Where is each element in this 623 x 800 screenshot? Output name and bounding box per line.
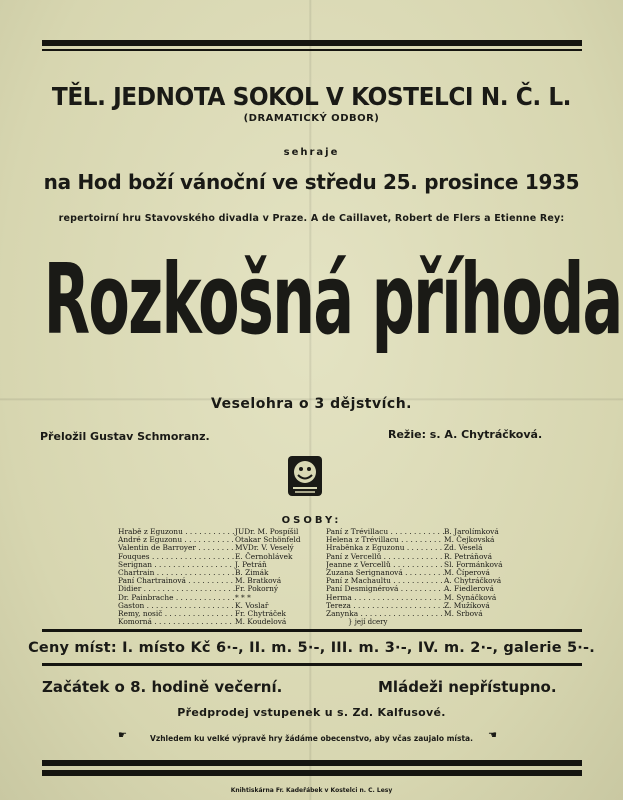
cast-actor: M. Číperová bbox=[444, 568, 490, 578]
prices-rule-bottom bbox=[42, 663, 582, 666]
cast-actor: K. Voslař bbox=[235, 600, 269, 610]
cast-role: Fouques . . . bbox=[118, 553, 235, 561]
prices-rule-top bbox=[42, 629, 582, 632]
cast-actor: M. Čejkovská bbox=[444, 535, 495, 545]
cast-role: Chartrain . . . bbox=[118, 569, 235, 577]
cast-row bbox=[118, 561, 325, 569]
cast-row bbox=[326, 577, 534, 585]
translator-credit: Přeložil Gustav Schmoranz. bbox=[40, 430, 210, 443]
cast-actor: A. Chytráčková bbox=[444, 576, 502, 586]
cast-actor: Zd. Veselá bbox=[444, 543, 483, 553]
cast-actor: M. Synáčková bbox=[444, 592, 497, 602]
cast-role: Paní z Vercellů . . . bbox=[326, 553, 444, 561]
cast-role: Hrabě z Eguzonu . . . bbox=[118, 528, 235, 536]
department-subheading: (DRAMATICKÝ ODBOR) bbox=[243, 113, 380, 124]
cast-role: André z Eguzonu . . . bbox=[118, 536, 235, 544]
presale-info: Předprodej vstupenek u s. Zd. Kalfusové. bbox=[177, 706, 446, 719]
cast-role: Helena z Trévillacu . . . bbox=[326, 536, 444, 544]
cast-row bbox=[118, 544, 325, 552]
cast-role: Valentin de Barroyer . . . bbox=[118, 544, 235, 552]
cast-row bbox=[118, 569, 325, 577]
brace-note-text: její dcery bbox=[354, 618, 388, 626]
cast-actor: R. Petráňová bbox=[444, 551, 492, 561]
cast-role: Žanynka . . . bbox=[326, 610, 444, 618]
cast-role: Remy, nosič . . . bbox=[118, 610, 235, 618]
cast-row bbox=[326, 585, 534, 593]
cast-role: Hraběnka z Eguzonu . . . bbox=[326, 544, 444, 552]
cast-row bbox=[118, 594, 325, 602]
cast-row bbox=[118, 577, 325, 585]
cast-actor: E. Černohlávek bbox=[235, 551, 293, 561]
date-line: na Hod boží vánoční ve středu 25. prosince 1935 bbox=[43, 170, 580, 194]
cast-row bbox=[326, 536, 534, 544]
cast-row bbox=[118, 553, 325, 561]
cast-role: Herma . . . bbox=[326, 594, 444, 602]
cast-heading: OSOBY: bbox=[281, 515, 342, 526]
cast-role: Tereza . . . bbox=[326, 602, 444, 610]
cast-actor: B. Zimák bbox=[235, 568, 269, 578]
organization-heading: TĚL. JEDNOTA SOKOL V KOSTELCI N. Č. L. bbox=[51, 82, 572, 111]
cast-role: Paní Chartrainová . . . bbox=[118, 577, 235, 585]
director-credit: Režie: s. A. Chytráčková. bbox=[388, 428, 543, 441]
youth-restriction: Mládeži nepřístupno. bbox=[378, 678, 557, 696]
cast-list-right bbox=[326, 528, 534, 618]
cast-role: Komorná . . . bbox=[118, 618, 235, 626]
ticket-prices: Ceny míst: I. místo Kč 6·-, II. m. 5·-, III. m. 3·-, IV. m. 2·-, galerie 5·-. bbox=[28, 640, 595, 656]
bottom-rule-thick-2 bbox=[42, 770, 582, 776]
cast-role: Zuzana Serignanová . . . bbox=[326, 569, 444, 577]
theatre-mask-emblem-icon bbox=[287, 455, 323, 497]
cast-actor: * * * bbox=[235, 592, 251, 602]
audience-note: Vzhledem ku velké výpravě hry žádáme obecenstvo, aby včas zaujalo místa. bbox=[150, 734, 473, 743]
pointing-hand-right-icon: ☛ bbox=[488, 730, 497, 741]
cast-actor: JUDr. M. Pospíšil bbox=[235, 527, 299, 536]
cast-actor: J. Petráň bbox=[235, 559, 267, 569]
cast-row bbox=[118, 585, 325, 593]
cast-actor: M. Srbová bbox=[444, 609, 483, 619]
bottom-rule-thick bbox=[42, 760, 582, 766]
cast-actor: Sl. Formánková bbox=[444, 559, 503, 569]
cast-row bbox=[326, 594, 534, 602]
cast-actor: M. Bratková bbox=[235, 576, 282, 586]
cast-row bbox=[326, 561, 534, 569]
cast-actor: B. Jarolímková bbox=[444, 527, 499, 536]
cast-actor: Fr. Pokorný bbox=[235, 584, 279, 594]
cast-row bbox=[326, 528, 534, 536]
cast-role: Paní z Machaultu . . . bbox=[326, 577, 444, 585]
cast-role: Serignan . . . bbox=[118, 561, 235, 569]
cast-role: Jeanne z Vercellů . . . bbox=[326, 561, 444, 569]
cast-role: Paní Desmignérová . . . bbox=[326, 585, 444, 593]
daughters-brace-note: } její dcery bbox=[348, 618, 388, 626]
cast-row bbox=[118, 610, 325, 618]
cast-row bbox=[326, 544, 534, 552]
pointing-hand-left-icon: ☛ bbox=[118, 730, 127, 741]
repertoire-line: repertoirní hru Stavovského divadla v Praze. A de Caillavet, Robert de Flers a Etienne Rey: bbox=[58, 213, 565, 224]
cast-role: Dr. Painbrache . . . bbox=[118, 594, 235, 602]
cast-actor: A. Fiedlerová bbox=[444, 584, 494, 594]
top-rule-thick bbox=[42, 40, 582, 46]
cast-row bbox=[326, 602, 534, 610]
printer-credit: Knihtiskárna Fr. Kadeřábek v Kostelci n. C. Lesy bbox=[230, 787, 393, 794]
cast-row bbox=[326, 610, 534, 618]
cast-role: Paní z Trévillacu . . . bbox=[326, 528, 444, 536]
cast-row bbox=[118, 618, 325, 626]
cast-list-left bbox=[118, 528, 325, 626]
presents-text: sehraje bbox=[283, 147, 340, 158]
cast-row bbox=[118, 602, 325, 610]
play-genre: Veselohra o 3 dějstvích. bbox=[211, 396, 412, 412]
cast-actor: Z. Mužíková bbox=[444, 600, 490, 610]
cast-role: Gaston . . . bbox=[118, 602, 235, 610]
play-title: Rozkošná příhoda bbox=[43, 244, 622, 357]
cast-actor: Otakar Schönfeld bbox=[235, 535, 301, 545]
start-time: Začátek o 8. hodině večerní. bbox=[42, 678, 283, 696]
cast-actor: MVDr. V. Veselý bbox=[235, 543, 294, 553]
cast-actor: Fr. Chytráček bbox=[235, 609, 287, 619]
cast-actor: M. Koudelová bbox=[235, 617, 287, 627]
top-rule-thin bbox=[42, 49, 582, 51]
cast-row bbox=[326, 569, 534, 577]
cast-role: Didier . . . bbox=[118, 585, 235, 593]
